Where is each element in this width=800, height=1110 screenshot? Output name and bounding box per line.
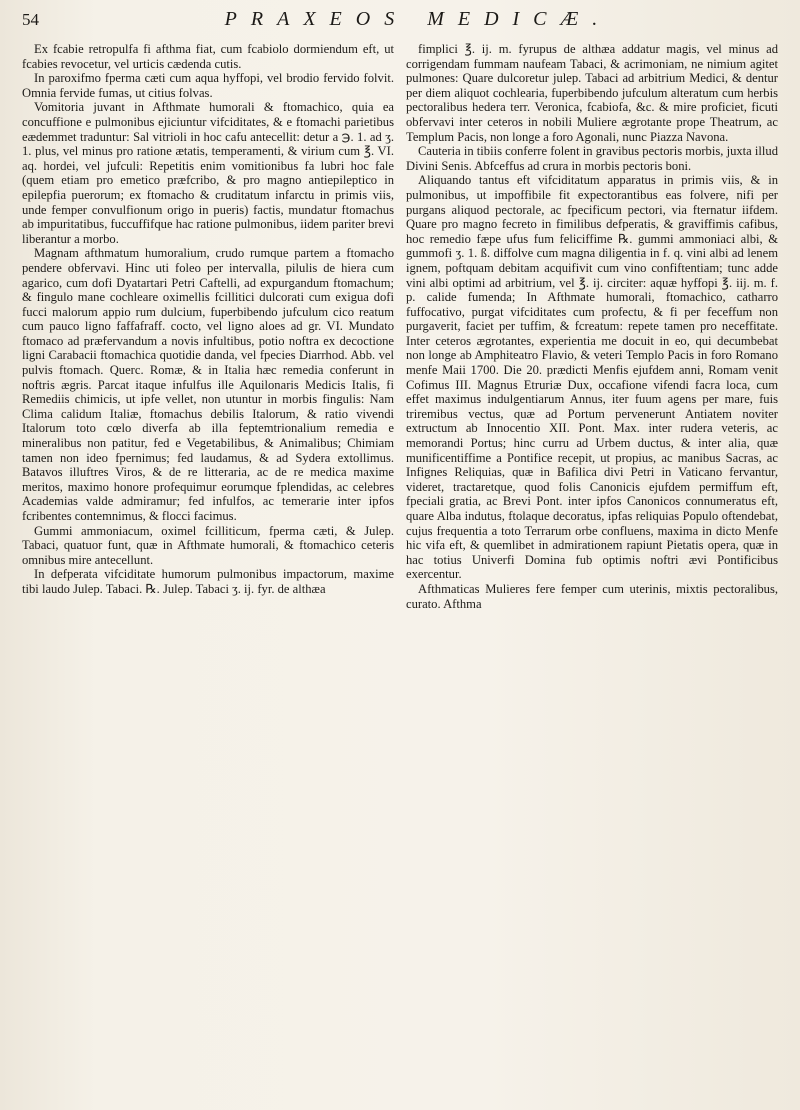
right-column [406,42,778,1102]
paragraph: Cauteria in tibiis conferre folent in gravibus pectoris morbis, juxta illud Divini Senis. Abfceffus ad crura in morbis pectoris boni. [406,144,778,173]
running-head [22,8,774,36]
paragraph: Magnam afthmatum humoralium, crudo rumque partem a ftomacho pendere obfervavi. Hinc uti foleo per intervalla, pilulis de hiera cum agarico, cum dofi Dyatartari Petri Caftelli, ad expurgandum ftomachum; & fingulo mane cochleare oximellis fcillitici dulcorati cum exigua dofi fucci malorum appio rum dulcium, fuperbibendo jufculum cico reatum cum pauco ligno faffafraff. cocto, vel ligno aloes ad gr. VI. Mundato ftomaco ad præfervandum a novis infultibus, potio noftra ex decoctione ligni Carabacii ftomachica quotidie danda, vel fpecies Diarrhod. Abb. vel pulvis ftomach. Querc. Romæ, & in Italia hæc remedia conferunt in noftris ægris. Parcat itaque infulfus ille Aquilonaris Medicis Italis, fi Remediis chimicis, ut ipfe vellet, non utuntur in morbis fingulis: Nam Clima calidum Italiæ, ftomachus debilis Italorum, & ratio vivendi Italorum toto cœlo diverfa ab illa feptemtrionalium remedia e mineralibus non patitur, fed e Vegetabilibus, & Animalibus; Chimiam tamen non ideo fpernimus; fed laudamus, & ad Sydera extollimus. Batavos illuftres Viros, & de re litteraria, ac de re medica maxime meritos, maximo honore profequimur eorumque fplendidas, ac celebres Academias valde admiramur; fed infulfos, ac temerarie inter ipfos fcribentes contemnimus, & flocci facimus. [22,246,394,523]
page-number: 54 [22,10,39,29]
paragraph: fimplici ℥. ij. m. fyrupus de althæa addatur magis, vel minus ad corrigendam fummam naufeam Tabaci, & acrimoniam, ne nimium agitet pulmones: Quare dulcoretur julep. Tabaci ad arbitrium Medici, & dentur per diem aliquot cochlearia, fuperbibendo jufculum alteratum cum herbis pectoralibus hedera terr. Veronica, fcabiofa, &c. & mire proficiet, ficuti obfervavi inter ceteros in nobili Muliere ægrotante prope Theatrum, ac Templum Pacis, non longe a foro Agonali, nunc Piazza Navona. [406,42,778,144]
paragraph: In defperata vifciditate humorum pulmonibus impactorum, maxime tibi laudo Julep. Tabaci. ℞. Julep. Tabaci ʒ. ij. fyr. de althæa [22,567,394,596]
text-columns [22,42,778,1102]
paragraph: Afthmaticas Mulieres fere femper cum uterinis, mixtis pectoralibus, curato. Afthma [406,581,778,611]
running-title: PRAXEOS MEDICÆ. [224,8,612,30]
paragraph: Vomitoria juvant in Afthmate humorali & ftomachico, quia ea concuffione e pulmonibus ejiciuntur vifciditates, & e ftomachi parietibus eædemmet traduntur: Sal vitrioli in hoc cafu antecellit: detur a ℈. 1. ad ʒ. 1. plus, vel minus pro ratione ætatis, temperamenti, & virium cum ℥. VI. aq. hordei, vel jufculi: Repetitis enim vomitionibus fa lubri hoc fale (quem etiam pro emetico præfcribo, & pro magno antiepileptico in epilepfia puerorum; ex ftomacho & cruditatum infarctu in primis viis, unde femper convulfionum origo in pueris) factis, mundatur ftomachus ab impuritatibus, fuccuffifque hac ratione pulmonibus, iidem pariter brevi liberantur a morbo. [22,100,394,246]
paragraph: Aliquando tantus eft vifciditatum apparatus in primis viis, & in pulmonibus, ut impoffibile fit expectorantibus eas folvere, nifi per purgans aliquod pectorale, ac fpecificum pectori, via fternatur iifdem. Quare pro magno fecreto in fimilibus defperatis, & graviffimis cafibus, hoc remedio fæpe ufus fum feliciffime ℞. gummi ammoniaci albi, & gummofi ʒ. 1. ß. diffolve cum magna diligentia in f. q. vini albi ad lenem ignem, poftquam debitam acquifivit cum vino confiftentiam; tunc adde vini albi optimi ad arbitrium, vel ℥. ij. circiter: aquæ hyffopi ℥. iij. m. f. p. calide fumenda; In Afthmate humorali, ftomachico, catharro fuffocativo, purgat vifciditates cum profectu, & fi per feceffum non purgaverit, faciet per tuffim, & fcreatum: repete tamen pro neceffitate. Inter ceteros ægrotantes, experientia me docuit in eo, qui decumbebat non longe ab Amphiteatro Flavio, & veteri Templo Pacis in foro Romano menfe Maii 1700. Die 20. prædicti Menfis ejufdem anni, Romam venit Cofimus III. Magnus Etruriæ Dux, occafione vifendi facra loca, cum effet maximus indulgentiarum Annus, iter fuum agens per mare, fuis triremibus vectus, quæ ad Portum pervenerunt Antiatem noviter extructum ab Innocentio XII. Pont. Max. inter rudera veteris, ac memorandi Portus; hinc curru ad Urbem ductus, & inter alia, quæ munificentiffime a Pontifice recepit, ut propius, ac manibus Sacras, ac Infignes Reliquias, quæ in Bafilica divi Petri in Vaticano fervantur, videret, tractaretque, quod folis Canonicis ejufdem permiffum eft, fpeciali gratia, ac Brevi Pont. inter ipfos Canonicos connumeratus eft, quare Alba indutus, ftolaque decoratus, ipfas reliquias Populo oftendebat, cujus frequentia a toto Terrarum orbe confluens, maxima in dicto Menfe hic vifa eft, & quemlibet in admirationem rapiunt Pietatis opera, quæ in hac totius Univerfi Domina fub optimis noftri ævi Pontificibus exercentur. [406,173,778,582]
paragraph: In paroxifmo fperma cæti cum aqua hyffopi, vel brodio fervido folvit. Omnia fervide fumas, ut citius folvas. [22,71,394,100]
left-column [22,42,394,1102]
paragraph: Gummi ammoniacum, oximel fcilliticum, fperma cæti, & Julep. Tabaci, quatuor funt, quæ in Afthmate humorali, & ftomachico ceteris omnibus mire antecellunt. [22,523,394,567]
paragraph: Ex fcabie retropulfa fi afthma fiat, cum fcabiolo dormiendum eft, ut fcabies revocetur, vel urticis cædenda cutis. [22,42,394,71]
